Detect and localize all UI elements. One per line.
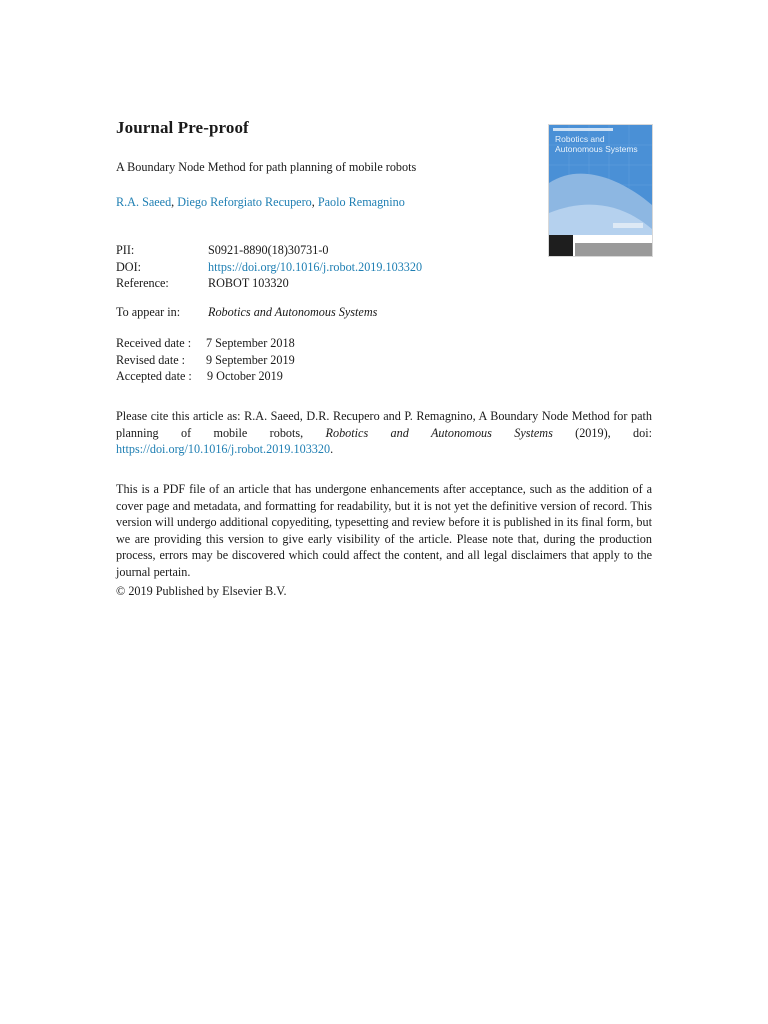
citation-end: . — [330, 442, 334, 456]
appear-row — [116, 305, 378, 322]
accepted-value: 9 October 2019 — [207, 369, 283, 383]
copyright-line — [116, 584, 287, 599]
appear-block — [116, 305, 378, 322]
author-link[interactable]: Paolo Remagnino — [317, 195, 405, 209]
author-separator: , — [171, 195, 178, 209]
copyright-icon: © — [116, 584, 126, 598]
revised-value: 9 September 2019 — [206, 352, 295, 367]
pii-row — [116, 243, 329, 260]
dates-block — [116, 336, 295, 386]
copyright-text: 2019 Published by Elsevier B.V. — [125, 584, 287, 598]
accepted-row — [116, 369, 283, 386]
journal-preproof-heading: Journal Pre-proof — [116, 118, 249, 137]
accepted-label: Accepted date : — [116, 369, 192, 383]
author-link[interactable]: Diego Reforgiato Recupero — [177, 195, 312, 209]
pii-label: PII: — [116, 243, 135, 257]
author-link[interactable]: R.A. Saeed — [116, 195, 172, 209]
author-list — [116, 195, 405, 210]
reference-value: ROBOT 103320 — [208, 276, 289, 290]
doi-label: DOI: — [116, 259, 142, 274]
received-row — [116, 336, 295, 353]
citation-journal: Robotics and Autonomous Systems — [325, 425, 553, 440]
doi-link[interactable]: https://doi.org/10.1016/j.robot.2019.103320 — [208, 259, 423, 274]
citation-prefix: Please cite this article as: R.A. Saeed, D.R. Recupero and P. Remagnino, A Boundary Node Method for path planning of mobile robots, — [116, 409, 652, 440]
cover-title-line2: Autonomous Systems — [555, 144, 638, 154]
reference-row — [116, 276, 289, 293]
revised-row — [116, 352, 295, 370]
doi-row — [116, 259, 423, 277]
article-title: A Boundary Node Method for path planning of mobile robots — [116, 160, 417, 174]
revised-label: Revised date : — [116, 352, 186, 367]
reference-label: Reference: — [116, 276, 169, 290]
cover-title-line1: Robotics and — [555, 134, 605, 144]
citation-doi-link[interactable]: https://doi.org/10.1016/j.robot.2019.103320 — [116, 442, 331, 456]
identifiers-block — [116, 243, 423, 293]
appear-journal: Robotics and Autonomous Systems — [208, 305, 378, 319]
citation-suffix: (2019), doi: — [552, 425, 652, 440]
pii-value: S0921-8890(18)30731-0 — [208, 243, 329, 257]
received-label: Received date : — [116, 336, 192, 350]
notice-paragraph: This is a PDF file of an article that has undergone enhancements after acceptance, such as the addition of a cover page and metadata, and formatting for readability, but it is not yet the definitive version of record. This version will undergo additional copyediting, typesetting and review before it is published in its final form, but we are providing this version to give early visibility of the article. Please note that, during the production process, errors may be discovered which could affect the content, and all legal disclaimers that apply to the journal pertain. — [116, 482, 652, 579]
journal-cover-thumbnail — [548, 124, 653, 257]
received-value: 7 September 2018 — [206, 336, 295, 350]
appear-label: To appear in: — [116, 305, 181, 319]
author-separator: , — [311, 195, 318, 209]
citation-paragraph — [116, 408, 652, 458]
